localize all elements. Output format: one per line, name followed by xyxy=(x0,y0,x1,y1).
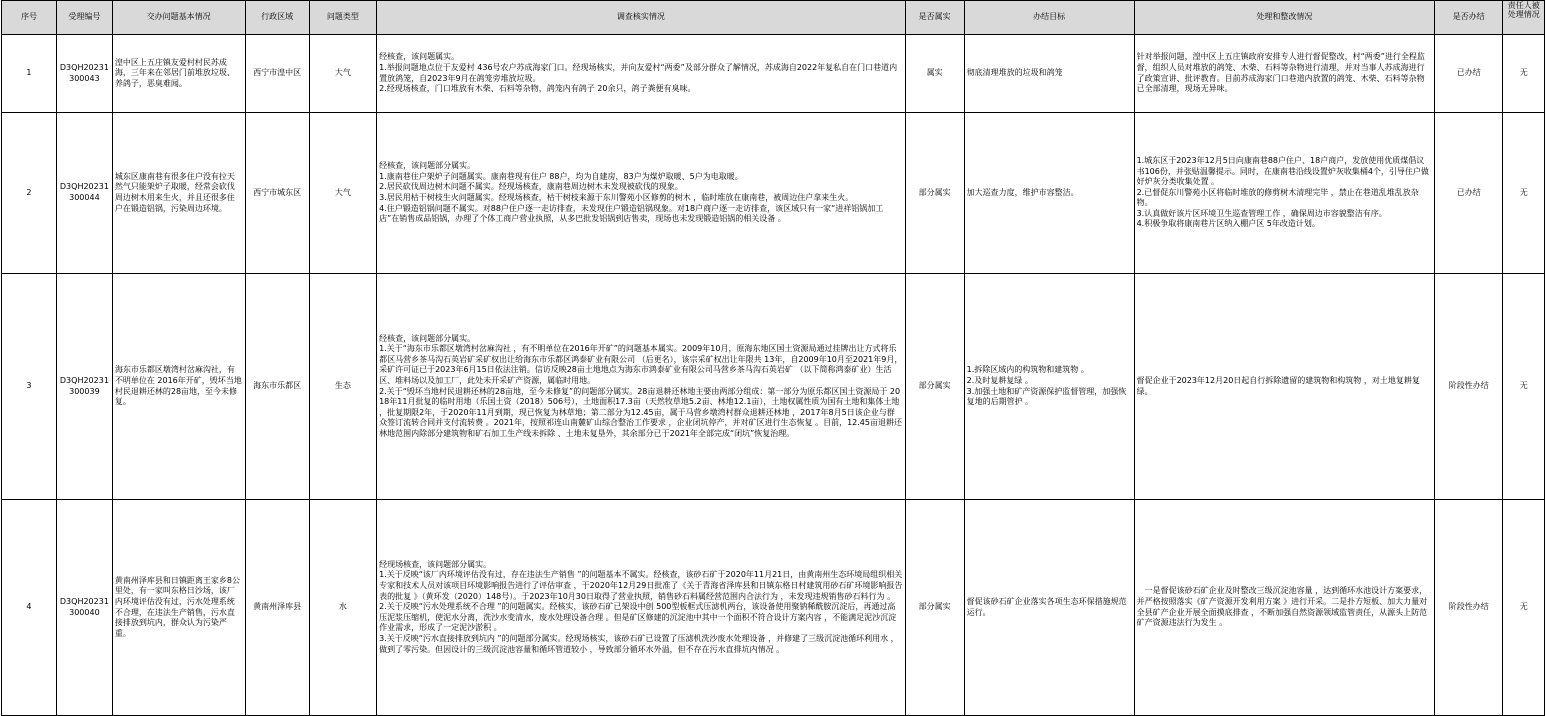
cell-issue: 湟中区上五庄镇友爱村村民苏成海，三年来在邻居门前堆放垃圾、养鸽子，恶臭难闻。 xyxy=(112,35,245,113)
header-investigation: 调查核实情况 xyxy=(377,1,905,35)
header-case-no: 受理编号 xyxy=(56,1,112,35)
cell-region: 海东市乐都区 xyxy=(245,274,309,500)
header-verified: 是否属实 xyxy=(905,1,964,35)
cell-issue: 黄南州泽库县和日镇距离王家乡8公里处，有一家叫东格日沙场，该厂内环境评估没有过，污水处理系统不合理，在违法生产销售，污水直接排放到坑内，群众认为污染严重。 xyxy=(112,500,245,716)
header-region: 行政区域 xyxy=(245,1,309,35)
cell-seq: 2 xyxy=(2,113,57,274)
cell-goal: 1.拆除区域内的构筑物和建筑物 。 2.及时复耕复绿 。 3.加强土地和矿产资源保护监督管理，加强恢复地的后期管护 。 xyxy=(964,274,1134,500)
header-goal: 办结目标 xyxy=(964,1,1134,35)
cell-type: 大气 xyxy=(309,35,376,113)
header-type: 问题类型 xyxy=(309,1,376,35)
cell-case-no: D3QH20231300040 xyxy=(56,500,112,716)
cell-verified: 部分属实 xyxy=(905,500,964,716)
cell-closed: 阶段性办结 xyxy=(1435,500,1503,716)
cell-region: 西宁市湟中区 xyxy=(245,35,309,113)
cell-verified: 部分属实 xyxy=(905,113,964,274)
cell-closed: 已办结 xyxy=(1435,113,1503,274)
cell-type: 生态 xyxy=(309,274,376,500)
cell-verified: 属实 xyxy=(905,35,964,113)
table-row xyxy=(2,113,1545,274)
cell-handling: 一是督促该砂石矿企业及时整改三级沉淀池容量 ，达到循环水池设计方案要求，并严格按照落实《矿产资源开发利用方案 》进行开采。二是扑方短板、加大力量对全县矿产企业开展全面摸底排查 ，不断加强自然资源领域监管责任，从源头上防范矿产资源违法行为发生 。 xyxy=(1134,500,1435,716)
header-closed: 是否办结 xyxy=(1435,1,1503,35)
cell-type: 大气 xyxy=(309,113,376,274)
table-row xyxy=(2,274,1545,500)
header-row xyxy=(2,1,1545,35)
cell-seq: 4 xyxy=(2,500,57,716)
cell-responsible: 无 xyxy=(1503,500,1545,716)
cell-investigation: 经核查，该问题部分属实。 1.康南巷住户架炉子问题属实。康南巷现有住户 88户，均为自建房，83户为煤炉取暖、5户为电取暖。 2.居民砍伐周边树木问题不属实。经现场核查，康南巷周边树木未发现被砍伐的现象。 3.居民用枯干树枝生火问题属实。经现场核查，枯干树枝来源于东川警苑小区修剪的树木 ，临时堆放在康南巷，被周边住户拿来生火。 4.住户锻造铝锅问题不属实。对88户住户逐一走访排查，未发现住户锻造铝锅现象。对18户商户逐一走访排查，该区域只有一家“进祥铝锅加工店”在销售成品铝锅，办理了个体工商户营业执照，从多巴批发铝锅到店售卖，现场也未发现锻造铝锅的相关设备 。 xyxy=(377,113,905,274)
header-issue: 交办问题基本情况 xyxy=(112,1,245,35)
cell-closed: 阶段性办结 xyxy=(1435,274,1503,500)
cell-case-no: D3QH20231300044 xyxy=(56,113,112,274)
header-handling: 处理和整改情况 xyxy=(1134,1,1435,35)
cell-investigation: 经现场核查，该问题部分属实。 1.关于反映“该厂内环境评估没有过，存在违法生产销售 ”的问题基本不属实。经核查，该砂石矿于2020年11月21日，由黄南州生态环境局组织相关专家和技术人员对该项目环境影响报告进行了评估审查 ，于2020年12月29日批准了《关于青海省泽库县和日镇东格日村建筑用砂石矿环境影响报告表的批复 》（黄环发（2020）148号）。于2023年10月30日取得了营业执照，销售砂石料属经营范围内合法行为 ，未发现违规销售砂石料行为 。 2.关于反映“污水处理系统不合理 ”的问题属实。经核实，该砂石矿已架设中创 500型板框式压滤机两台，该设备使用聚钠稀酰胺沉淀后，再通过高压泥浆压缩机，使泥水分离，洗沙水变清水，废水处理设备合理 。但是矿区修建的沉淀池中其中一个面积不符合设计方案内容 ，不能满足泥沙沉淀作业需求，形成了一定泥沙淤积 。 3.关于反映“污水直接排放到坑内 ”的问题部分属实。经现场核实，该砂石矿已设置了压滤机洗沙废水处理设备 ，并修建了三级沉淀池循环利用水 ，做到了零污染。但因设计的三级沉淀池容量和循环管道较小 ，导致部分循环水外溢，但不存在污水直排坑内情况 。 xyxy=(377,500,905,716)
table-row xyxy=(2,35,1545,113)
cell-goal: 加大巡查力度，维护市容整洁。 xyxy=(964,113,1134,274)
cell-seq: 3 xyxy=(2,274,57,500)
cell-issue: 海东市乐都区墩湾村岔麻沟社，有不明单位在 2016年开矿，毁坏当地村民退耕还林的28亩地，至今未修复。 xyxy=(112,274,245,500)
cell-region: 西宁市城东区 xyxy=(245,113,309,274)
case-table xyxy=(1,0,1545,716)
cell-handling: 督促企业于2023年12月20日起自行拆除遗留的建筑物和构筑物 ，对土地复耕复绿。 xyxy=(1134,274,1435,500)
cell-closed: 已办结 xyxy=(1435,35,1503,113)
cell-handling: 针对举报问题，湟中区上五庄镇政府安排专人进行督促整改，村“两委”进行全程监督，组织人员对堆放的鸽笼、木柴、石料等杂物进行清理，并对当事人苏成海进行了政策宣讲、批评教育。目前苏成海家门口巷道内放置的鸽笼、木柴、石料等杂物已全部清理，现场无异味。 xyxy=(1134,35,1435,113)
cell-case-no: D3QH20231300039 xyxy=(56,274,112,500)
cell-verified: 部分属实 xyxy=(905,274,964,500)
table-row xyxy=(2,500,1545,716)
header-seq: 序号 xyxy=(2,1,57,35)
cell-goal: 督促该砂石矿企业落实各项生态环保措施规范运行。 xyxy=(964,500,1134,716)
cell-responsible: 无 xyxy=(1503,274,1545,500)
cell-responsible: 无 xyxy=(1503,113,1545,274)
cell-responsible: 无 xyxy=(1503,35,1545,113)
header-responsible: 责任人被处理情况 xyxy=(1503,1,1545,35)
cell-region: 黄南州泽库县 xyxy=(245,500,309,716)
cell-goal: 彻底清理堆放的垃圾和鸽笼 xyxy=(964,35,1134,113)
cell-investigation: 经核查，该问题属实。 1.举报问题地点位于友爱村 436号农户苏成海家门口。经现场核实，并向友爱村“两委”及部分群众了解情况，苏成海自2022年复私自在门口巷道内置放鸽笼，自2023年9月在鸽笼旁堆放垃圾。 2.经现场核查，门口堆放有木柴、石料等杂物，鸽笼内有鸽子 20余只，鸽子粪便有臭味。 xyxy=(377,35,905,113)
cell-seq: 1 xyxy=(2,35,57,113)
cell-handling: 1.城东区于2023年12月5日向康南巷88户住户、18户商户，发放使用优质煤倡议书106份，并张贴温馨提示。同时，在康南巷沿线设置炉灰收集桶4个，引导住户做好炉灰分类收集处置 。 2.已督促东川警苑小区将临时堆放的修剪树木清理完毕 ，禁止在巷道乱堆乱放杂物。 3.认真做好该片区环境卫生巡查管理工作 ，确保周边市容貌整洁有序。 4.积极争取将康南巷片区纳入棚户区 5年改造计划。 xyxy=(1134,113,1435,274)
cell-case-no: D3QH20231300043 xyxy=(56,35,112,113)
cell-issue: 城东区康南巷有很多住户没有拉天然气只能架炉子取暖，经常会砍伐周边树木用来生火，并且还很多住户在锻造铝锅，污染周边环境。 xyxy=(112,113,245,274)
cell-investigation: 经核查，该问题部分属实。 1.关于“海东市乐都区墩湾村岔麻沟社 ，有不明单位在2016年开矿”的问题基本属实。2009年10月，原海东地区国土资源局通过挂牌出让方式将乐都区马营乡茶马沟石英岩矿采矿权出让给海东市乐都区鸿泰矿业有限公司 （后更名），该宗采矿权出让年限共 13年，自2009年10月至2021年9月，采矿许可证已于2023年6月15日依法注销。信访反映28亩土地地点为海东市鸿泰矿业有限公司马营乡茶马沟石英岩矿 （以下简称鸿泰矿业）生活区、堆料场以及加工厂，此处未开采矿产资源，属临时用地。 2.关于“毁坏当地村民退耕还林的28亩地，至今未修复”的问题部分属实。28亩退耕还林地主要由两部分组成：第一部分为原乐都区国土资源局于 2018年11月批复的临时用地（乐国土资（2018）506号），土地面积17.3亩（天然牧草地5.2亩、林地12.1亩），土地权属性质为国有土地和集体土地 ，批复期限2年，于2020年11月到期，现已恢复为林草地；第二部分为12.45亩，属于马营乡墩湾村群众退耕还林地 ，2017年8月5日该企业与群众签订流转合同并支付流转费 。2021年，按照祁连山南麓矿山综合整治工作要求 ，企业闭坑停产，并对矿区进行生态恢复 。目前，12.45亩退耕还林地范围内除部分建筑物和矿石加工生产线未拆除 、土地未复垦外，其余部分已于2021年全部完成“闭坑”恢复治理。 xyxy=(377,274,905,500)
cell-type: 水 xyxy=(309,500,376,716)
